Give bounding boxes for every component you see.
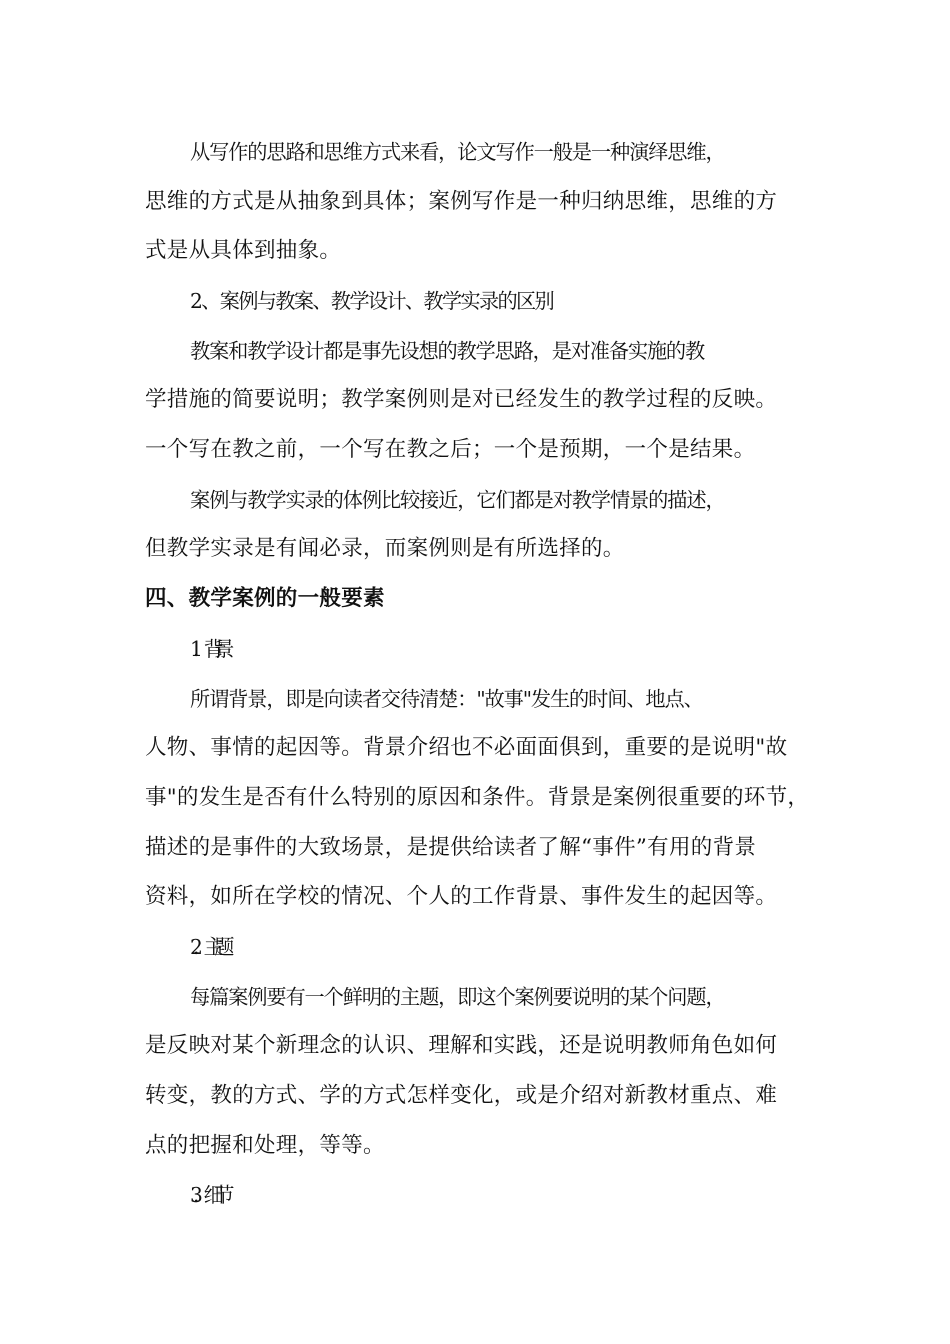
paragraph-line: 一个写在教之前，一个写在教之后；一个是预期，一个是结果。	[145, 437, 756, 462]
paragraph-line: 但教学实录是有闻必录，而案例则是有所选择的。	[145, 536, 625, 561]
paragraph-line: 是反映对某个新理念的认识、理解和实践，还是说明教师角色如何	[145, 1033, 778, 1058]
paragraph-line: 学措施的简要说明；教学案例则是对已经发生的教学过程的反映。	[145, 387, 778, 412]
paragraph-line: 从写作的思路和思维方式来看，论文写作一般是一种演绎思维，	[190, 140, 725, 164]
paragraph-line: 点的把握和处理，等等。	[145, 1133, 385, 1158]
paragraph-line: 案例与教学实录的体例比较接近，它们都是对教学情景的描述，	[190, 488, 725, 512]
item-heading: 3．细节	[190, 1183, 225, 1207]
section-heading: 四、教学案例的一般要素	[145, 586, 385, 611]
paragraph-line: 转变，教的方式、学的方式怎样变化，或是介绍对新教材重点、难	[145, 1083, 778, 1108]
section-subheading: 2、案例与教案、教学设计、教学实录的区别	[190, 289, 554, 313]
paragraph-line: 所谓背景，即是向读者交待清楚："故事"发生的时间、地点、	[190, 687, 703, 711]
paragraph-line: 事"的发生是否有什么特别的原因和条件。背景是案例很重要的环节，	[145, 785, 810, 810]
item-heading: 2．主题	[190, 935, 225, 959]
paragraph-line: 每篇案例要有一个鲜明的主题，即这个案例要说明的某个问题，	[190, 985, 725, 1009]
paragraph-line: 人物、事情的起因等。背景介绍也不必面面俱到，重要的是说明"故	[145, 735, 788, 760]
paragraph-line: 教案和教学设计都是事先设想的教学思路，是对准备实施的教	[190, 339, 705, 363]
paragraph-line: 资料，如所在学校的情况、个人的工作背景、事件发生的起因等。	[145, 884, 778, 909]
paragraph-line: 式是从具体到抽象。	[145, 238, 342, 263]
paragraph-line: 描述的是事件的大致场景，是提供给读者了解“事件”有用的背景	[145, 835, 757, 860]
item-heading: 1．背景	[190, 637, 225, 661]
paragraph-line: 思维的方式是从抽象到具体；案例写作是一种归纳思维，思维的方	[145, 189, 778, 214]
